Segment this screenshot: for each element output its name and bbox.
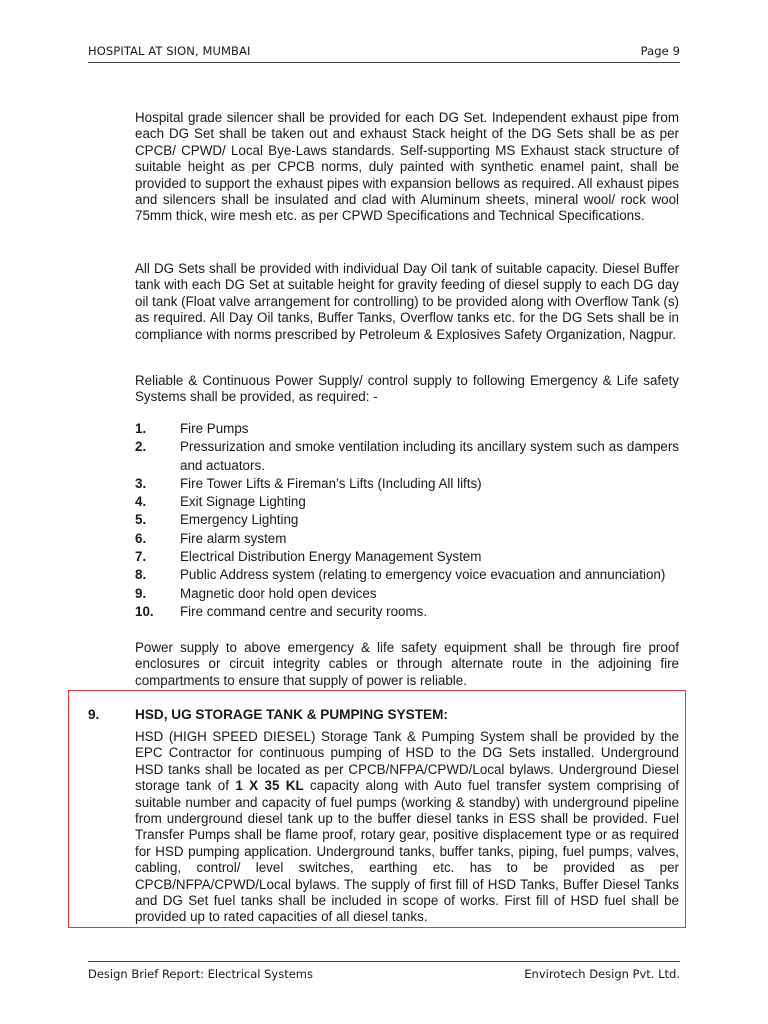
paragraph-text: All DG Sets shall be provided with individual Day Oil tank of suitable capacity. Diesel Buffer tank with each DG Set at suitable height for gravity feeding of diesel supply to each DG day oil tank (Float valve arrangement for controlling) to be provided along with Overflow Tank (s) as required. All Day Oil tanks, Buffer Tanks, Overflow tanks etc. for the DG Sets shall be in compliance with norms prescribed by Petroleum & Explosives Safety Organization, Nagpur. <box>135 261 679 342</box>
paragraph-text-part: capacity along with Auto fuel transfer system comprising of suitable number and capacity of fuel pumps (working & standby) with underground pipeline from underground diesel tank up to the buffer diesel tanks in ESS shall be provided. Fuel Transfer Pumps shall be flame proof, rotary gear, positive displacement type or as required for HSD pumping application. Underground tanks, buffer tanks, piping, fuel pumps, valves, cabling, control/ level switches, earthing etc. has to be provided as per CPCB/NFPA/CPWD/Local bylaws. The supply of first fill of HSD Tanks, Buffer Diesel Tanks and DG Set fuel tanks shall be included in scope of works. First fill of HSD fuel shall be provided up to rated capacities of all diesel tanks. <box>135 778 679 925</box>
list-text: Exit Signage Lighting <box>180 494 306 510</box>
tank-capacity: 1 X 35 KL <box>235 778 304 794</box>
list-item <box>135 548 679 566</box>
page-header <box>88 44 680 63</box>
paragraph-text-part: HSD (HIGH SPEED DIESEL) Storage Tank & Pumping System shall be provided by the EPC Contractor for continuous pumping of HSD to the DG Sets installed. Underground HSD tanks shall be located as per CPCB/NFPA/CPWD/Local bylaws. Underground Diesel storage tank of <box>135 729 679 794</box>
paragraph-power-supply-intro <box>135 373 679 406</box>
list-item <box>135 566 679 584</box>
list-number: 4. <box>135 494 147 510</box>
list-text: Emergency Lighting <box>180 512 299 528</box>
list-number: 7. <box>135 549 147 565</box>
section-title: HSD, UG STORAGE TANK & PUMPING SYSTEM: <box>135 707 448 722</box>
paragraph-text <box>135 729 679 926</box>
paragraph-exhaust <box>135 110 679 225</box>
list-item <box>135 585 679 603</box>
list-item <box>135 475 679 493</box>
paragraph-hsd-system <box>135 729 679 926</box>
list-item <box>135 511 679 529</box>
list-item <box>135 493 679 511</box>
list-text: Fire Tower Lifts & Fireman’s Lifts (Including All lifts) <box>180 475 482 491</box>
list-text: Pressurization and smoke ventilation including its ancillary system such as dampers and actuators. <box>180 439 679 473</box>
section-number: 9. <box>88 707 100 722</box>
list-number: 3. <box>135 475 147 491</box>
paragraph-power-supply-reliability <box>135 640 679 689</box>
list-text: Fire Pumps <box>180 421 249 436</box>
list-number: 6. <box>135 530 147 546</box>
list-item <box>135 603 679 621</box>
paragraph-text: Reliable & Continuous Power Supply/ control supply to following Emergency & Life safety Systems shall be provided, as required: - <box>135 373 679 405</box>
list-text: Fire command centre and security rooms. <box>180 603 428 619</box>
header-title: HOSPITAL AT SION, MUMBAI <box>88 44 251 58</box>
page-footer <box>88 961 680 981</box>
paragraph-text: Power supply to above emergency & life safety equipment shall be through fire proof enclosures or circuit integrity cables or through alternate route in the adjoining fire compartments to ensure that supply of power is reliable. <box>135 640 679 688</box>
page-number: Page 9 <box>640 44 680 58</box>
section-heading <box>88 707 680 722</box>
list-text: Public Address system (relating to emergency voice evacuation and annunciation) <box>180 567 666 583</box>
list-text: Magnetic door hold open devices <box>180 585 377 601</box>
list-number: 1. <box>135 421 147 436</box>
list-number: 10. <box>135 603 154 619</box>
footer-company: Envirotech Design Pvt. Ltd. <box>524 967 680 981</box>
list-number: 5. <box>135 512 147 528</box>
footer-report-title: Design Brief Report: Electrical Systems <box>88 967 313 981</box>
list-number: 8. <box>135 567 147 583</box>
list-text: Electrical Distribution Energy Management System <box>180 549 482 565</box>
list-item <box>135 420 679 438</box>
list-item <box>135 530 679 548</box>
emergency-systems-list <box>135 420 679 621</box>
paragraph-day-oil-tank <box>135 261 679 343</box>
list-number: 2. <box>135 439 147 455</box>
list-item <box>135 438 679 475</box>
list-text: Fire alarm system <box>180 530 287 546</box>
list-number: 9. <box>135 585 147 601</box>
paragraph-text: Hospital grade silencer shall be provided for each DG Set. Independent exhaust pipe from each DG Set shall be taken out and exhaust Stack height of the DG Sets shall be as per CPCB/ CPWD/ Local Bye-Laws standards. Self-supporting MS Exhaust stack structure of suitable height as per CPCB norms, duly painted with synthetic enamel paint, shall be provided to support the exhaust pipes with expansion bellows as required. All exhaust pipes and silencers shall be insulated and clad with Aluminum sheets, mineral wool/ rock wool 75mm thick, wire mesh etc. as per CPWD Specifications and Technical Specifications. <box>135 110 679 224</box>
